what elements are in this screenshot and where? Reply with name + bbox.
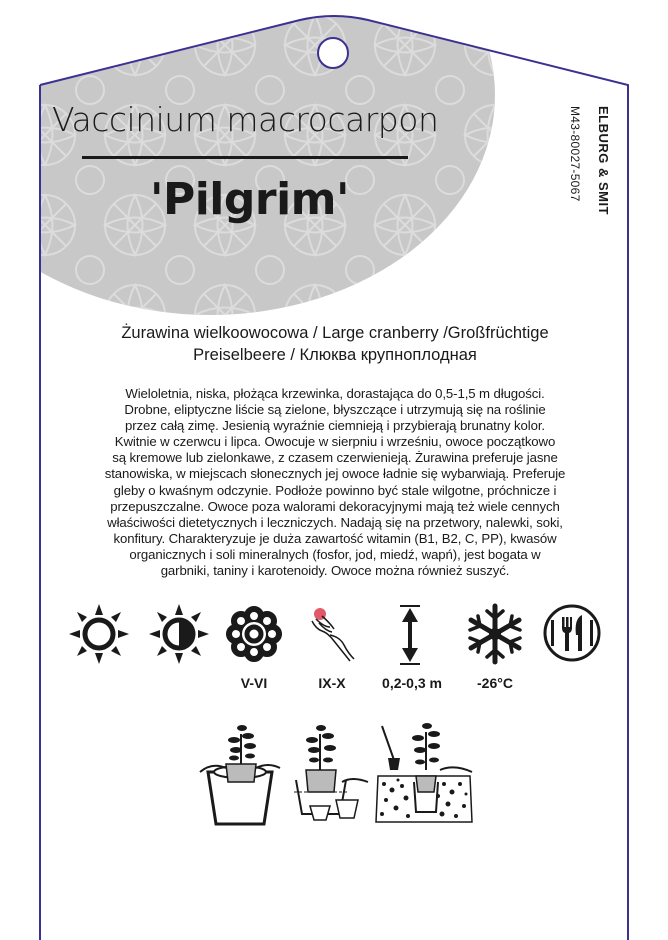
height-value: 0,2-0,3 m (382, 675, 442, 691)
description (62, 386, 608, 579)
harvest-value: IX-X (318, 675, 346, 691)
description-line: gleby o kwaśnym odczynie. Podłoże powinno być stale wilgotne, próchnicze i (113, 482, 557, 498)
height-arrow-icon (398, 604, 422, 666)
description-line: Kwitnie w czerwcu i lipca. Owocuje w sierpniu i wrześniu, owoce początkowo (114, 434, 556, 450)
half-shade-icon (148, 603, 210, 665)
product-code: M43-80027-5067 (568, 106, 582, 202)
description-line: Drobne, eliptyczne liście są zielone, błyszczące i utrzymują się na roślinie (124, 402, 546, 418)
pot-removal-icon (198, 720, 282, 828)
cutlery-icon (542, 603, 602, 663)
sun-icon (68, 603, 130, 665)
hanging-hole (318, 38, 348, 68)
latin-name: Vaccinium macrocarpon (52, 100, 439, 139)
description-line: stanowiska, w miejscach słonecznych jej owoce ładnie się wybarwiają. Preferuje (104, 466, 566, 482)
description-line: właściwości dietetycznych i leczniczych. Nadają się na przetwory, nalewki, soki, (107, 514, 563, 530)
description-line: garbniki, taniny i karotenoidy. Owoce można również suszyć. (160, 563, 510, 579)
cultivar-name: 'Pilgrim' (150, 174, 349, 225)
flower-icon (226, 606, 282, 662)
common-names-line: Preiselbeere / Клюква крупноплодная (193, 346, 477, 364)
description-line: Wieloletnia, niska, płożąca krzewinka, dorastająca do 0,5-1,5 m długości. (125, 386, 545, 401)
description-line: przez całą zimę. Jesienią wyraźnie ciemnieją i przybierają brunatny kolor. (125, 418, 545, 434)
title-divider (82, 156, 408, 159)
description-line: konfitury. Charakteryzuje je duża zawartość witamin (B1, B2, C, PP), kwasów (113, 530, 557, 546)
description-line: przepuszczalne. Owoce poza walorami dekoracyjnymi mają też wiele cennych (110, 498, 560, 514)
brand-name: ELBURG & SMIT (596, 106, 611, 216)
description-line: organicznych i soli mineralnych (fosfor, jod, miedź, wapń), jest bogata w (129, 546, 541, 562)
common-names-line: Żurawina wielkoowocowa / Large cranberry /Großfrüchtige (121, 324, 549, 342)
flowering-value: V-VI (240, 675, 268, 691)
snowflake-icon (464, 603, 526, 665)
description-line: są kremowe lub zielonkawe, z czasem czerwienieją. Żurawina preferuje jasne (112, 450, 558, 466)
hand-picking-icon (306, 605, 358, 663)
plant-in-soil-icon (372, 720, 476, 824)
hardiness-value: -26°C (477, 675, 513, 691)
common-names (40, 322, 630, 366)
soak-in-water-icon (288, 720, 370, 824)
